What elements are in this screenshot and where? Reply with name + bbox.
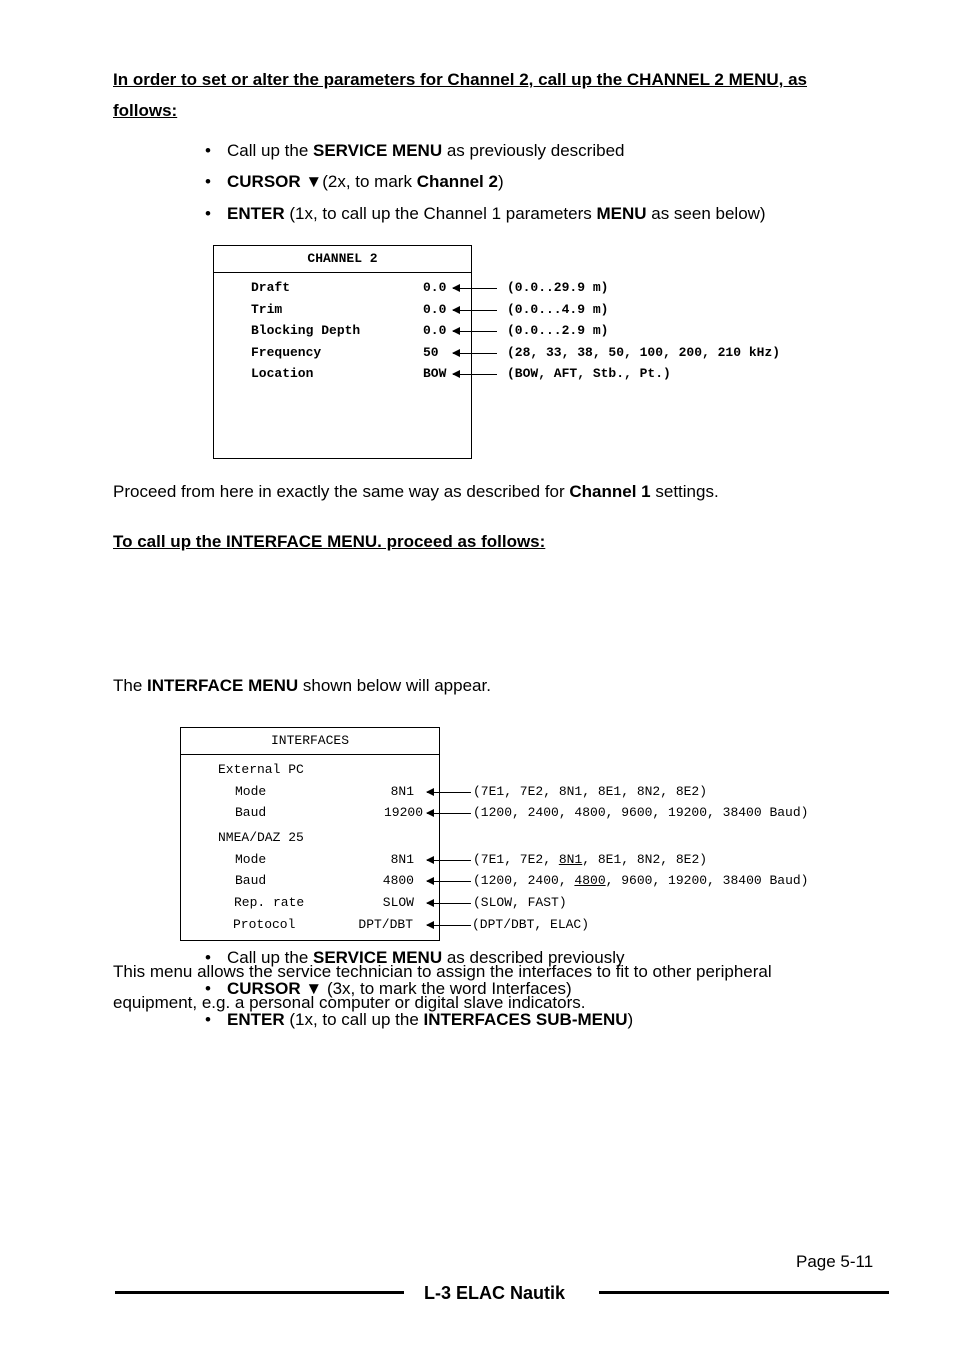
proceed-paragraph: Proceed from here in exactly the same way as described for Channel 1 settings. <box>113 482 719 501</box>
arrow-left-icon <box>453 374 497 375</box>
menu-row-range: (0.0..29.9 m) <box>507 280 609 295</box>
list-item: • CURSOR ▼ (3x, to mark the word Interfaces) <box>227 979 572 999</box>
arrow-left-icon <box>453 310 497 311</box>
list-item: • Call up the SERVICE MENU as described previously <box>227 948 624 968</box>
menu-row-label: Blocking Depth <box>251 323 361 338</box>
menu-row-range: (1200, 2400, 4800, 9600, 19200, 38400 Baud) <box>473 805 809 820</box>
footer-rule-left <box>115 1291 404 1294</box>
footer-brand: L-3 ELAC Nautik <box>424 1283 566 1303</box>
menu-row-value: DPT/DBT <box>358 917 413 932</box>
menu-row-label: Rep. rate <box>234 895 305 910</box>
menu-row-value: 8N1 <box>390 852 414 867</box>
interfaces-menu-title: INTERFACES <box>181 728 439 755</box>
menu-group-label: NMEA/DAZ 25 <box>218 830 304 845</box>
arrow-left-icon <box>427 860 471 861</box>
list-item: • ENTER (1x, to call up the Channel 1 parameters MENU as seen below) <box>227 204 766 224</box>
menu-row-label: Protocol <box>233 917 296 932</box>
arrow-left-icon <box>453 288 497 289</box>
menu-row-label: Trim <box>251 302 283 317</box>
arrow-left-icon <box>427 925 471 926</box>
interface-menu-intro: The INTERFACE MENU shown below will appear. <box>113 676 491 695</box>
menu-row-value: 0.0 <box>423 280 447 295</box>
arrow-left-icon <box>453 353 497 354</box>
menu-row-value: 0.0 <box>423 323 447 338</box>
menu-row-value: 4800 <box>382 873 414 888</box>
menu-row-label: Baud <box>235 873 267 888</box>
arrow-left-icon <box>427 792 471 793</box>
menu-row-label: Frequency <box>251 345 322 360</box>
list-item: • ENTER (1x, to call up the INTERFACES SUB-MENU) <box>227 1010 633 1030</box>
menu-row-range: (7E1, 7E2, 8N1, 8E1, 8N2, 8E2) <box>473 784 708 799</box>
menu-row-range: (BOW, AFT, Stb., Pt.) <box>507 366 671 381</box>
menu-row-value: 19200 <box>383 805 423 820</box>
menu-row-range: (1200, 2400, 4800, 9600, 19200, 38400 Baud) <box>473 873 809 888</box>
menu-row-label: Draft <box>251 280 291 295</box>
section-heading-interfaces: To call up the INTERFACE MENU. proceed as follows: <box>113 532 546 551</box>
menu-row-range: (28, 33, 38, 50, 100, 200, 210 kHz) <box>507 345 781 360</box>
arrow-left-icon <box>427 813 471 814</box>
menu-row-value: 50 <box>423 345 439 360</box>
list-item: • Call up the SERVICE MENU as previously described <box>227 141 624 161</box>
interfaces-menu-rows <box>0 375 954 932</box>
page-number: Page 5-11 <box>796 1252 874 1271</box>
footer-rule-right <box>599 1291 889 1294</box>
list-item: • CURSOR ▼(2x, to mark Channel 2) <box>227 172 504 192</box>
arrow-left-icon <box>453 331 497 332</box>
closing-paragraph: This menu allows the service technician to assign the interfaces to fit to other peripheral equipment, e.g. a personal computer or digital slave indicators. <box>113 962 772 1012</box>
menu-row-value: 8N1 <box>390 784 414 799</box>
menu-row-label: Location <box>251 366 314 381</box>
menu-row-label: Mode <box>235 784 267 799</box>
menu-row-label: Mode <box>235 852 267 867</box>
menu-group-label: External PC <box>218 762 304 777</box>
menu-row-range: (7E1, 7E2, 8N1, 8E1, 8N2, 8E2) <box>473 852 708 867</box>
channel2-menu-title: CHANNEL 2 <box>214 246 471 273</box>
menu-row-range: (0.0...2.9 m) <box>507 323 609 338</box>
section-heading-channel2: In order to set or alter the parameters for Channel 2, call up the CHANNEL 2 MENU, as follows: <box>113 70 808 120</box>
menu-row-value: 0.0 <box>423 302 447 317</box>
menu-row-value: BOW <box>423 366 447 381</box>
menu-row-range: (SLOW, FAST) <box>473 895 567 910</box>
menu-row-value: SLOW <box>382 895 414 910</box>
arrow-left-icon <box>427 903 471 904</box>
arrow-left-icon <box>427 881 471 882</box>
menu-row-label: Baud <box>235 805 267 820</box>
menu-row-range: (0.0...4.9 m) <box>507 302 609 317</box>
menu-row-range: (DPT/DBT, ELAC) <box>472 917 590 932</box>
